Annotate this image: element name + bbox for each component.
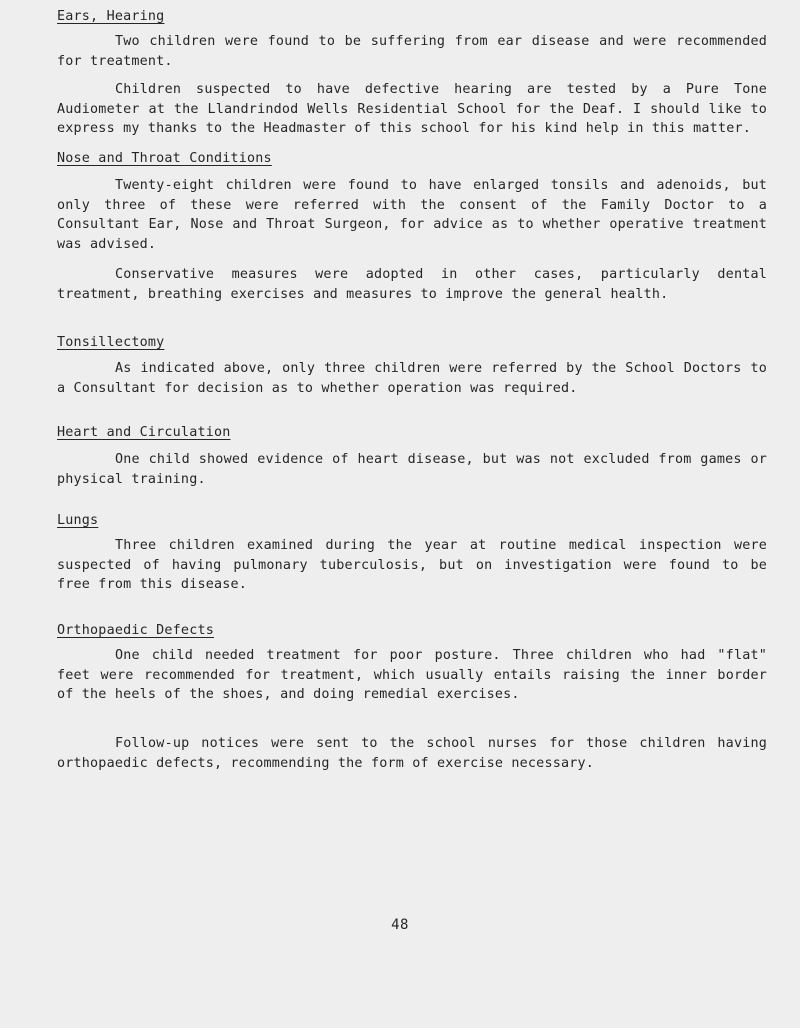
paragraph-tonsils-adenoids: Twenty-eight children were found to have enlarged tonsils and adenoids, but only three of these were referred with the consent of the Family Doctor to a Consultant Ear, Nose and Throat Surgeon, for advice as to whether operative treatment was advised.: [57, 178, 767, 252]
paragraph-ear-disease: Two children were found to be suffering from ear disease and were recommended for treatment.: [57, 34, 767, 69]
paragraph-tuberculosis: Three children examined during the year at routine medical inspection were suspected of having pulmonary tuberculosis, but on investigation were found to be free from this disease.: [57, 538, 767, 592]
heading-tonsillectomy: Tonsillectomy: [57, 335, 165, 350]
heading-lungs: Lungs: [57, 513, 99, 528]
page-number: 48: [391, 917, 409, 933]
paragraph-audiometer: Children suspected to have defective hearing are tested by a Pure Tone Audiometer at the Llandrindod Wells Residential School for the Deaf. I should like to express my thanks to the Headmaster of this school for his kind help in this matter.: [57, 82, 767, 136]
paragraph-follow-up-notices: Follow-up notices were sent to the school nurses for those children having orthopaedic defects, recommending the form of exercise necessary.: [57, 736, 767, 771]
heading-heart-circulation: Heart and Circulation: [57, 425, 231, 440]
paragraph-heart-disease: One child showed evidence of heart disease, but was not excluded from games or physical training.: [57, 452, 767, 487]
paragraph-tonsillectomy: As indicated above, only three children were referred by the School Doctors to a Consultant for decision as to whether operation was required.: [57, 361, 767, 396]
heading-nose-throat: Nose and Throat Conditions: [57, 151, 272, 166]
paragraph-posture-flat-feet: One child needed treatment for poor posture. Three children who had "flat" feet were recommended for treatment, which usually entails raising the inner border of the heels of the shoes, and doing remedial exercises.: [57, 648, 767, 702]
heading-ears-hearing: Ears, Hearing: [57, 9, 165, 24]
paragraph-conservative-measures: Conservative measures were adopted in other cases, particularly dental treatment, breathing exercises and measures to improve the general health.: [57, 267, 767, 302]
heading-orthopaedic-defects: Orthopaedic Defects: [57, 623, 214, 638]
